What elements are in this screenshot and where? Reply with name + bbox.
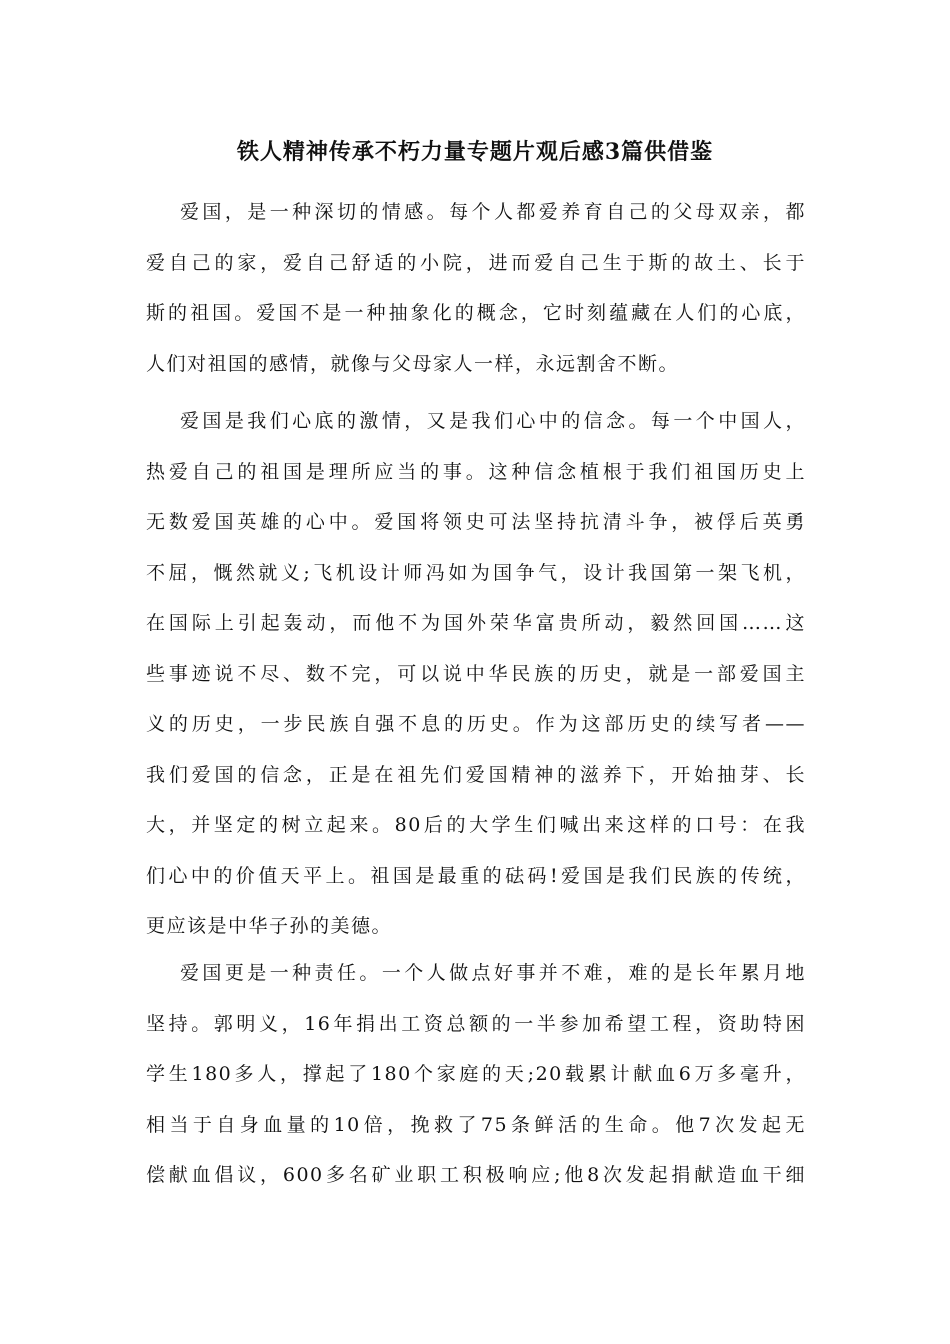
text-line: 学生180多人，撑起了180个家庭的天;20载累计献血6万多毫升， — [146, 1063, 806, 1085]
text-line: 在国际上引起轰动，而他不为国外荣华富贵所动，毅然回国……这 — [146, 612, 806, 634]
text-line: 热爱自己的祖国是理所应当的事。这种信念植根于我们祖国历史上 — [146, 460, 806, 483]
text-line: 们心中的价值天平上。祖国是最重的砝码!爱国是我们民族的传统， — [146, 864, 806, 887]
text-line: 爱自己的家，爱自己舒适的小院，进而爱自己生于斯的故土、长于 — [146, 251, 806, 274]
text-line: 更应该是中华子孙的美德。 — [146, 915, 393, 937]
text-line: 偿献血倡议，600多名矿业职工积极响应;他8次发起捐献造血干细 — [146, 1164, 806, 1186]
text-line: 坚持。郭明义，16年捐出工资总额的一半参加希望工程，资助特困 — [146, 1012, 806, 1035]
text-line: 爱国更是一种责任。一个人做点好事并不难，难的是长年累月地 — [180, 962, 806, 984]
paragraph-3 — [146, 948, 806, 1201]
paragraph-2 — [146, 396, 806, 952]
text-line: 爱国，是一种深切的情感。每个人都爱养育自己的父母双亲，都 — [180, 201, 806, 223]
document-title: 铁人精神传承不朽力量专题片观后感3篇供借鉴 — [236, 139, 714, 165]
text-line: 爱国是我们心底的激情，又是我们心中的信念。每一个中国人， — [180, 410, 806, 432]
text-line: 无数爱国英雄的心中。爱国将领史可法坚持抗清斗争，被俘后英勇 — [146, 511, 806, 533]
paragraph-1 — [146, 187, 806, 389]
text-line: 义的历史，一步民族自强不息的历史。作为这部历史的续写者—— — [146, 713, 806, 735]
text-line: 人们对祖国的感情，就像与父母家人一样，永远割舍不断。 — [146, 352, 680, 375]
text-line: 斯的祖国。爱国不是一种抽象化的概念，它时刻蕴藏在人们的心底， — [146, 302, 806, 324]
text-line: 不屈，慨然就义;飞机设计师冯如为国争气，设计我国第一架飞机， — [146, 561, 806, 584]
text-line: 相当于自身血量的10倍，挽救了75条鲜活的生命。他7次发起无 — [146, 1113, 806, 1136]
text-line: 些事迹说不尽、数不完，可以说中华民族的历史，就是一部爱国主 — [146, 662, 806, 685]
text-line: 我们爱国的信念，正是在祖先们爱国精神的滋养下，开始抽芽、长 — [146, 763, 806, 786]
text-line: 大，并坚定的树立起来。80后的大学生们喊出来这样的口号：在我 — [146, 814, 806, 836]
